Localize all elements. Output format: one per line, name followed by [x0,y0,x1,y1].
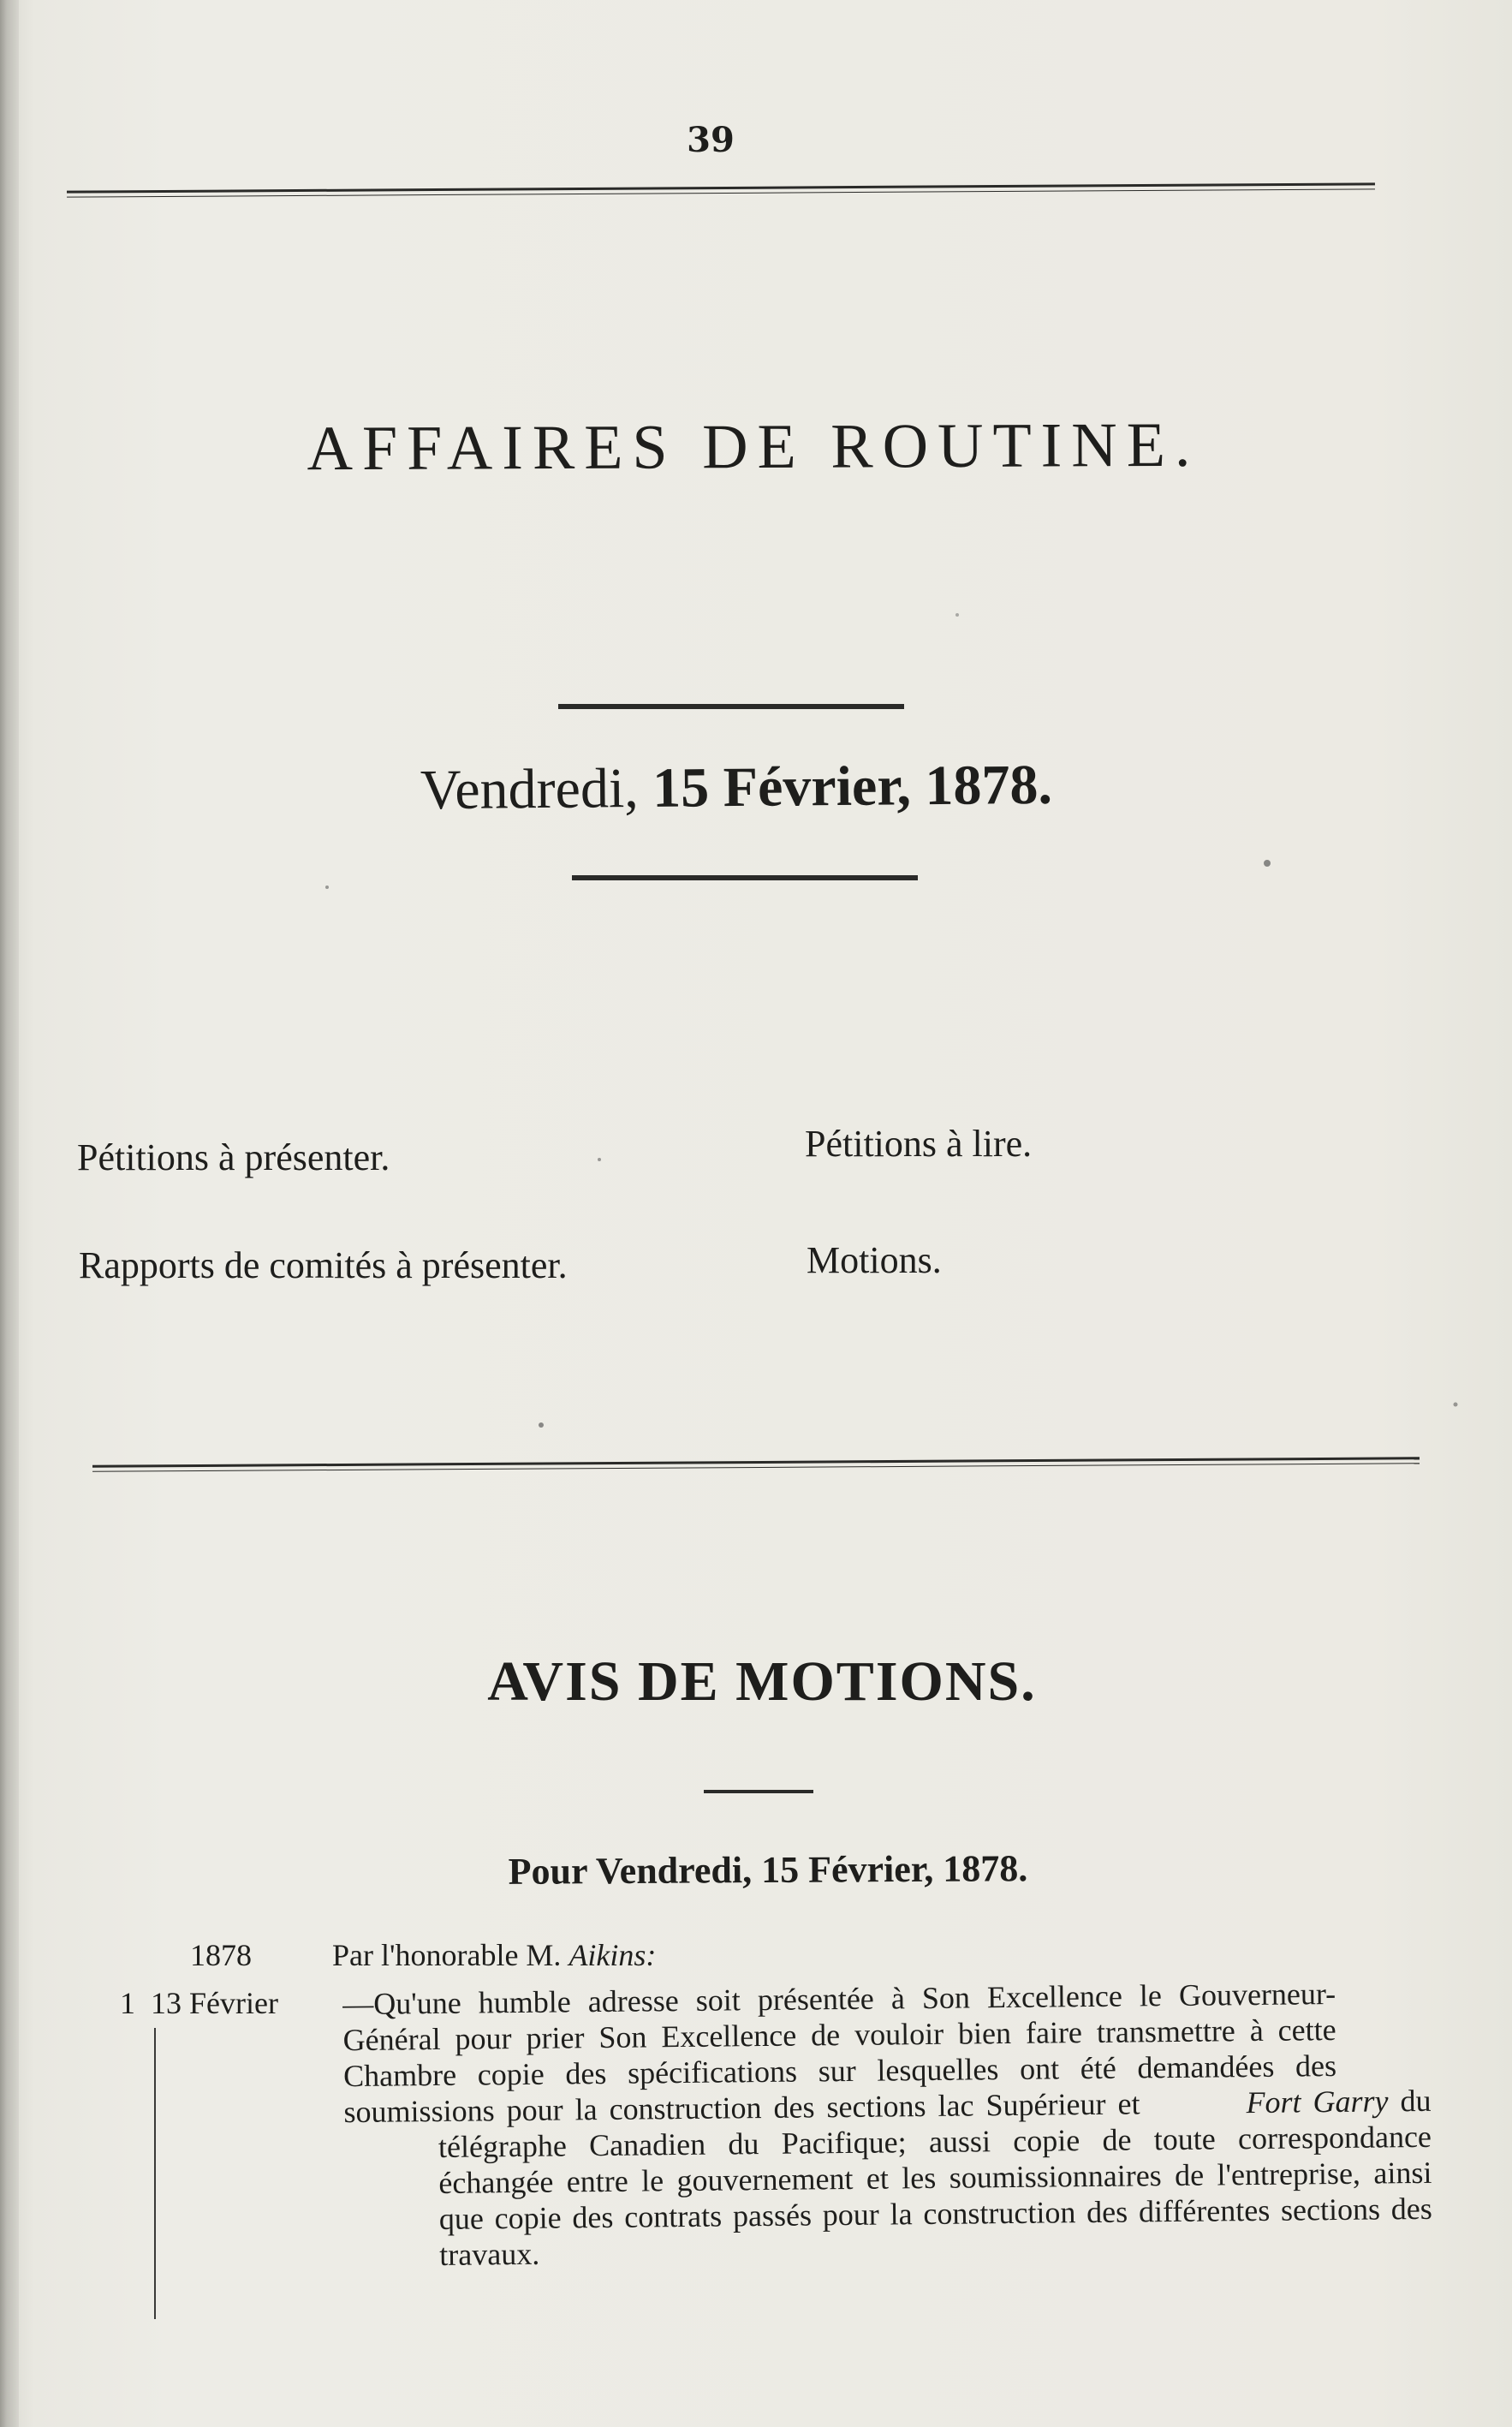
middle-double-rule [92,1457,1420,1471]
entry-number: 1 [120,1986,135,2020]
binding-edge [0,0,19,2427]
margin-bar [154,2028,156,2319]
routine-date-rest: 15 Février, 1878. [652,753,1053,820]
routine-heading: AFFAIRES DE ROUTINE. [307,409,1200,485]
entry-date: 13 Février [151,1986,278,2020]
routine-item-petitions-present: Pétitions à présenter. [77,1136,390,1178]
date-rule-above [558,704,904,709]
routine-date-day: Vendredi, [420,756,640,822]
motions-heading: AVIS DE MOTIONS. [487,1650,1037,1713]
page-number: 39 [687,120,735,160]
routine-item-motions: Motions. [807,1239,942,1281]
entry-mover-prefix: Par l'honorable M. [332,1938,562,1972]
motion-text-part2: du télégraphe Canadien du Pacifique; aussi copie de toute correspondance échangée entre le gouvernement et les soumissionnaires de l'entreprise, ainsi que copie des contrats passés pour la construction des différentes sections des travaux. [438,2083,1433,2272]
routine-item-committee-reports: Rapports de comités à présenter. [79,1244,568,1286]
motion-text-place: Fort Garry [1246,2084,1389,2120]
motions-for-date: Pour Vendredi, 15 Février, 1878. [508,1847,1028,1893]
top-double-rule [67,182,1375,197]
motion-text [342,1975,1433,2273]
motion-text-part1: —Qu'une humble adresse soit présentée à Son Excellence le Gouverneur-Général pour prier Son Excellence de vouloir bien faire transmettre à cette Chambre copie des spécifications sur lesquelles ont été demandées des soumissions pour la construction des sections lac Supérieur et [342,1977,1337,2130]
entry-year: 1878 [190,1938,252,1972]
entry-mover-name: Aikins: [568,1938,657,1972]
routine-date [0,748,1473,826]
motions-heading-rule [704,1790,813,1793]
entry-mover [332,1937,656,1973]
date-rule-below [572,875,918,880]
routine-item-petitions-read: Pétitions à lire. [805,1123,1033,1165]
